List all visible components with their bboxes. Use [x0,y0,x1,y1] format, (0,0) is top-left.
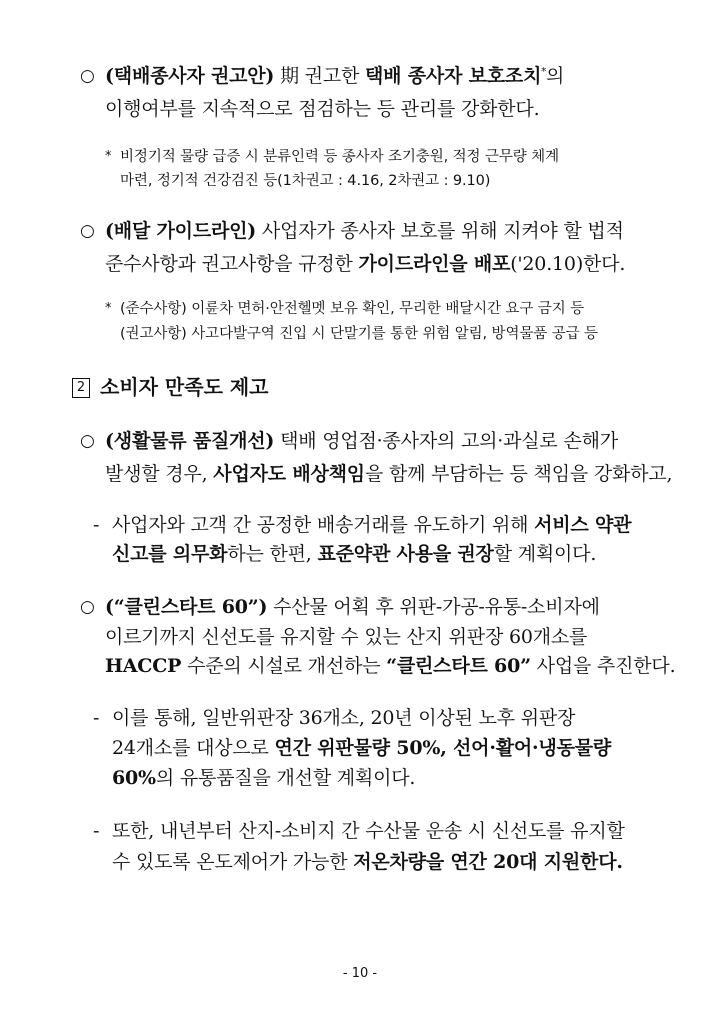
p5-line3-tail: 사업을 추진한다. [530,655,676,677]
p7-line2-bold: 저온차량을 연간 20대 지원한다. [353,851,623,873]
p5-line3 [105,653,675,679]
p6-line2-text: 24개소를 대상으로 [112,737,275,759]
p3-bold-prefix: (생활물류 품질개선) [105,430,275,452]
p2-bold-prefix: (배달 가이드라인) [105,220,257,242]
p5-line1 [105,594,600,620]
p1-line2: 이행여부를 지속적으로 점검하는 등 관리를 강화한다. [105,98,540,120]
p2-line1-text: 사업자가 종사자 보호를 위해 지켜야 할 법적 [256,220,624,242]
p2-line2-tail: ('20.10)한다. [510,253,626,275]
circle-bullet: ○ [80,221,95,241]
p1-note-line1: 비정기적 물량 급증 시 분류인력 등 종사자 조기충원, 적정 근무량 체계 [120,149,559,165]
p7-line1: 또한, 내년부터 산지-소비지 간 수산물 운송 시 신선도를 유지할 [112,820,625,842]
section-title: 소비자 만족도 제고 [100,375,269,399]
p2-note-line1: (준수사항) 이륜차 면허·안전헬멧 보유 확인, 무리한 배달시간 요구 금지 등 [120,301,585,317]
p4-line2-bold2: 표준약관 사용을 권장 [317,543,494,565]
p5-line3-text: 수준의 시설로 개선하는 [181,655,387,677]
p1-line1-text: 期 권고한 [274,65,366,87]
p2-line2-bold: 가이드라인을 배포 [358,253,511,275]
p3-line2-text: 발생할 경우, [105,463,214,485]
p1-line1-bold: 택배 종사자 보호조치 [365,65,542,87]
p6-line3-bold: 60% [112,767,156,789]
page-number: - 10 - [342,966,378,981]
p3-line2-tail: 을 함께 부담하는 등 책임을 강화하고, [364,463,673,485]
p2-note-line2: (권고사항) 사고다발구역 진입 시 단말기를 통한 위험 알림, 방역물품 공급 등 [120,326,598,342]
p5-line1-text: 수산물 어획 후 위판-가공-유통-소비자에 [267,596,600,618]
p1-line1 [105,63,564,89]
p4-line1-bold: 서비스 약관 [534,514,632,536]
note-star: * [105,301,112,316]
p2-line2-text: 준수사항과 권고사항을 규정한 [105,253,359,275]
p2-line1 [105,218,624,244]
p4-line2-bold1: 신고를 의무화 [112,543,228,565]
p5-bold-prefix: (“클린스타트 60”) [105,596,268,618]
p1-line1-tail: 의 [546,65,565,87]
circle-bullet: ○ [80,431,95,451]
p7-line2 [112,849,623,875]
p1-bold-prefix: (택배종사자 권고안) [105,65,275,87]
p7-line2-text: 수 있도록 온도제어가 가능한 [112,851,354,873]
p3-line1 [105,428,618,454]
p4-line2 [112,541,596,567]
p5-line3-bold2: “클린스타트 60” [386,655,531,677]
p1-footnote-mark: * [541,66,547,78]
p6-line2 [112,735,611,761]
p6-line3 [112,765,415,791]
circle-bullet: ○ [80,597,95,617]
p6-line2-bold: 연간 위판물량 50%, 선어·활어·냉동물량 [274,737,612,759]
circle-bullet: ○ [80,66,95,86]
p4-line2-text: 하는 한편, [227,543,318,565]
p5-line3-bold: HACCP [105,655,182,677]
dash-bullet: - [93,514,100,536]
p6-line1: 이를 통해, 일반위판장 36개소, 20년 이상된 노후 위판장 [112,707,576,729]
note-star: * [105,149,112,164]
p4-line1 [112,512,631,538]
p6-line3-text: 의 유통품질을 개선할 계획이다. [155,767,416,789]
p4-line2-tail: 할 계획이다. [493,543,597,565]
p5-line2: 이르기까지 신선도를 유지할 수 있는 산지 위판장 60개소를 [105,626,588,648]
p2-line2 [105,251,625,277]
p3-line2 [105,461,672,487]
p3-line2-bold: 사업자도 배상책임 [213,463,365,485]
p1-note-line2: 마련, 정기적 건강검진 등(1차권고 : 4.16, 2차권고 : 9.10) [120,173,491,189]
p3-line1-text: 택배 영업점·종사자의 고의·과실로 손해가 [274,430,618,452]
dash-bullet: - [93,820,100,842]
section-number-box: 2 [72,378,90,398]
dash-bullet: - [93,707,100,729]
p4-line1-text: 사업자와 고객 간 공정한 배송거래를 유도하기 위해 [112,514,535,536]
